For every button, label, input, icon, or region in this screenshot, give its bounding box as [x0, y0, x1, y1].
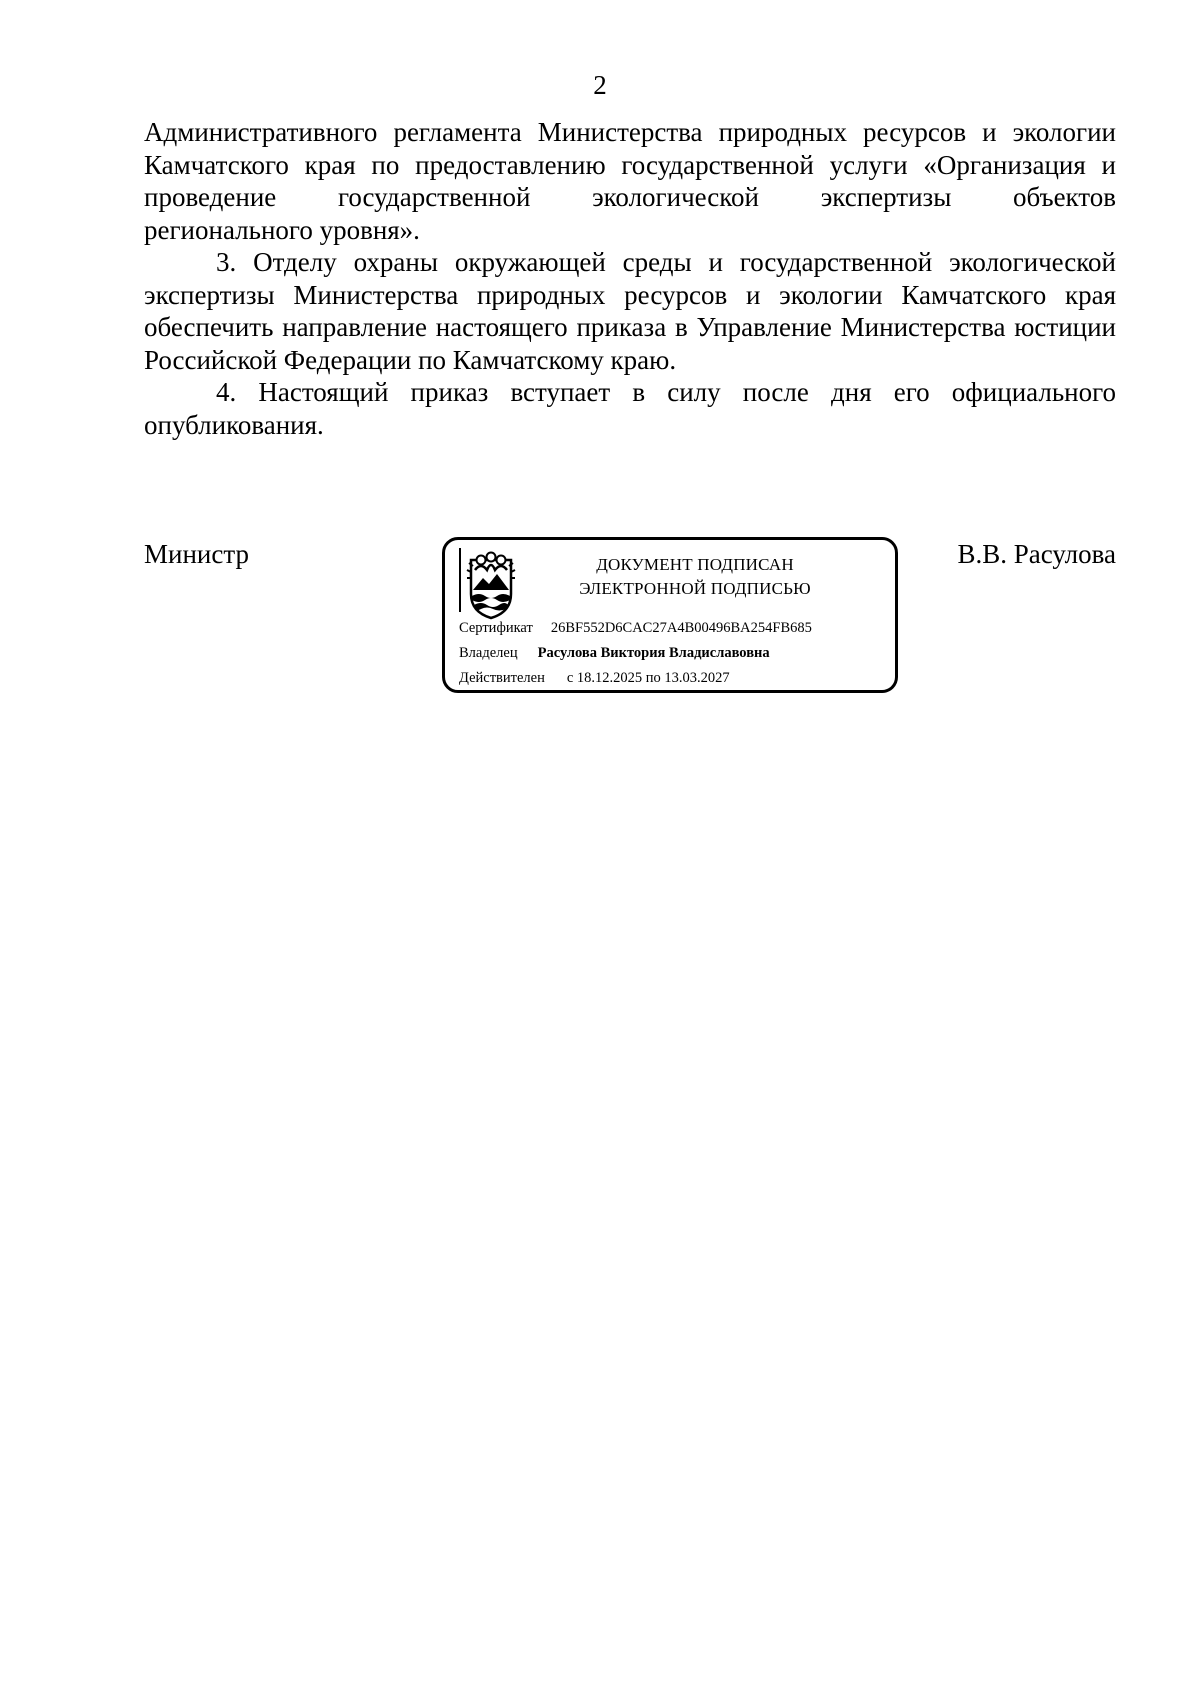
document-body [144, 116, 1116, 441]
paragraph-item-4: 4. Настоящий приказ вступает в силу после дня его официального опубликования. [144, 377, 1116, 440]
stamp-owner-label: Владелец [459, 645, 518, 661]
paragraph-line: регионального уровня». [144, 214, 420, 245]
paragraph-item-3: 3. Отделу охраны окружающей среды и государственной экологической экспертизы Министерства природных ресурсов и экологии Камчатского края обеспечить направление настоящего приказа в Управление Министерства юстиции Российской Федерации по Камчатскому краю. [144, 247, 1116, 375]
stamp-owner-row [459, 644, 770, 662]
stamp-validity-value: с 18.12.2025 по 13.03.2027 [566, 670, 730, 686]
stamp-validity-label: Действителен [459, 670, 545, 686]
stamp-title-line-1: ДОКУМЕНТ ПОДПИСАН [596, 555, 794, 574]
signatory-position: Министр [144, 539, 249, 569]
page-number: 2 [593, 70, 607, 100]
stamp-owner-value: Расулова Виктория Владиславовна [537, 645, 770, 661]
stamp-validity-row [459, 669, 730, 687]
stamp-certificate-label: Сертификат [459, 620, 533, 636]
stamp-title-line-2: ЭЛЕКТРОННОЙ ПОДПИСЬЮ [579, 579, 811, 598]
paragraph-line: Камчатского края по предоставлению государственной услуги «Организация и [144, 149, 1116, 180]
stamp-certificate-row [459, 619, 812, 637]
electronic-signature-stamp [442, 537, 898, 693]
paragraph-line: проведение государственной экологической экспертизы объектов [144, 182, 1116, 212]
signatory-name: В.В. Расулова [957, 539, 1116, 569]
stamp-certificate-value: 26BF552D6CAC27A4B00496BA254FB685 [550, 620, 812, 636]
kamchatka-coat-of-arms-icon [459, 550, 521, 620]
paragraph-line: Административного регламента Министерства природных ресурсов и экологии [144, 117, 1116, 147]
